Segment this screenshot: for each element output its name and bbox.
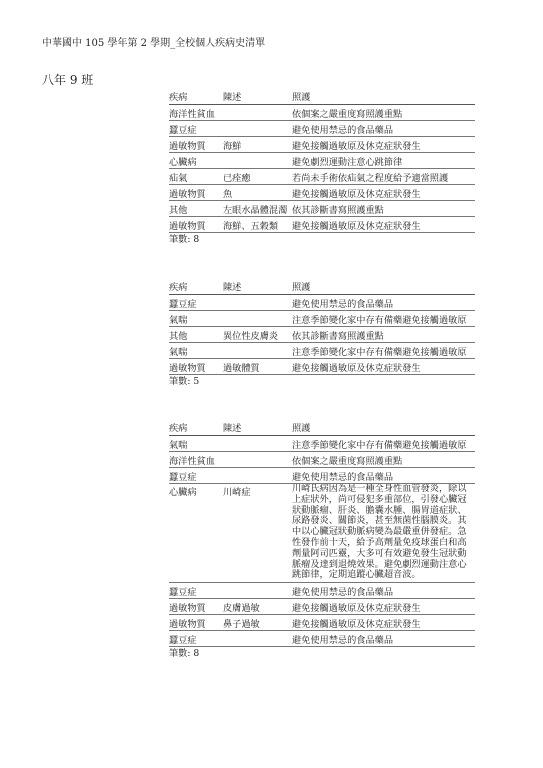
statement-cell: 海鮮、五穀類 xyxy=(223,217,292,233)
table-header-row xyxy=(169,419,475,436)
illness-cell: 過敏物質 xyxy=(169,137,223,153)
care-cell: 依個案之嚴重度寫照護重點 xyxy=(292,105,475,121)
header-statement: 陳述 xyxy=(223,278,292,295)
statement-cell xyxy=(223,436,292,452)
illness-cell: 蠶豆症 xyxy=(169,121,223,137)
table-row xyxy=(169,105,475,121)
care-cell: 避免接觸過敏原及休克症狀發生 xyxy=(292,599,475,615)
illness-table xyxy=(169,88,475,233)
illness-cell: 過敏物質 xyxy=(169,185,223,201)
header-statement: 陳述 xyxy=(223,419,292,436)
illness-cell: 心臟病 xyxy=(169,153,223,169)
care-cell: 依個案之嚴重度寫照護重點 xyxy=(292,452,475,468)
table-row xyxy=(169,201,475,217)
statement-cell: 過敏體質 xyxy=(223,359,292,375)
table-row xyxy=(169,295,475,311)
care-cell: 避免使用禁忌的食品藥品 xyxy=(292,631,475,647)
header-care: 照護 xyxy=(292,278,475,295)
care-cell: 避免使用禁忌的食品藥品 xyxy=(292,295,475,311)
statement-cell xyxy=(223,295,292,311)
table-row xyxy=(169,153,475,169)
illness-cell: 過敏物質 xyxy=(169,615,223,631)
illness-cell: 其他 xyxy=(169,201,223,217)
table-row xyxy=(169,343,475,359)
record-group-1 xyxy=(169,88,475,247)
table-row xyxy=(169,185,475,201)
care-cell: 依其診斷書寫照護重點 xyxy=(292,201,475,217)
illness-cell: 過敏物質 xyxy=(169,359,223,375)
care-cell: 避免接觸過敏原及休克症狀發生 xyxy=(292,359,475,375)
statement-cell xyxy=(223,311,292,327)
statement-cell: 左眼水晶體混濁 xyxy=(223,201,292,217)
care-cell: 若尚未手術依疝氣之程度給予適當照護 xyxy=(292,169,475,185)
care-cell: 依其診斷書寫照護重點 xyxy=(292,327,475,343)
illness-cell: 氣喘 xyxy=(169,343,223,359)
statement-cell xyxy=(223,631,292,647)
table-row xyxy=(169,452,475,468)
record-count: 筆數: 8 xyxy=(169,648,200,660)
header-illness: 疾病 xyxy=(169,88,223,105)
illness-cell: 蠶豆症 xyxy=(169,583,223,599)
illness-cell: 其他 xyxy=(169,327,223,343)
statement-cell xyxy=(223,583,292,599)
illness-cell: 海洋性貧血 xyxy=(169,105,223,121)
statement-cell xyxy=(223,105,292,121)
statement-cell xyxy=(223,468,292,484)
illness-cell: 過敏物質 xyxy=(169,217,223,233)
illness-cell: 氣喘 xyxy=(169,311,223,327)
table-row xyxy=(169,137,475,153)
table-row xyxy=(169,359,475,375)
care-cell: 注意季節變化家中存有備藥避免接觸過敏原 xyxy=(292,436,475,452)
statement-cell: 已痊癒 xyxy=(223,169,292,185)
statement-cell xyxy=(223,343,292,359)
illness-cell: 疝氣 xyxy=(169,169,223,185)
statement-cell: 皮膚過敏 xyxy=(223,599,292,615)
record-group-2 xyxy=(169,278,475,389)
header-illness: 疾病 xyxy=(169,278,223,295)
table-row xyxy=(169,468,475,484)
illness-cell: 蠶豆症 xyxy=(169,295,223,311)
care-cell: 注意季節變化家中存有備藥避免接觸過敏原 xyxy=(292,343,475,359)
table-row xyxy=(169,599,475,615)
care-cell: 避免使用禁忌的食品藥品 xyxy=(292,583,475,599)
record-count: 筆數: 8 xyxy=(169,234,200,245)
statement-cell xyxy=(223,452,292,468)
illness-cell: 蠶豆症 xyxy=(169,631,223,647)
care-cell: 避免接觸過敏原及休克症狀發生 xyxy=(292,137,475,153)
header-care: 照護 xyxy=(292,88,475,105)
table-row xyxy=(169,484,475,583)
illness-table xyxy=(169,278,475,375)
care-cell: 避免接觸過敏原及休克症狀發生 xyxy=(292,615,475,631)
record-count: 筆數: 5 xyxy=(169,376,200,387)
care-cell: 避免接觸過敏原及休克症狀發生 xyxy=(292,185,475,201)
care-cell: 避免劇烈運動注意心跳節律 xyxy=(292,153,475,169)
care-cell: 避免使用禁忌的食品藥品 xyxy=(292,121,475,137)
statement-cell: 海鮮 xyxy=(223,137,292,153)
table-header-row xyxy=(169,278,475,295)
statement-cell: 魚 xyxy=(223,185,292,201)
care-cell: 避免接觸過敏原及休克症狀發生 xyxy=(292,217,475,233)
table-row xyxy=(169,217,475,233)
table-row xyxy=(169,121,475,137)
illness-cell: 海洋性貧血 xyxy=(169,452,223,468)
header-statement: 陳述 xyxy=(223,88,292,105)
document-title: 中華國中 105 學年第 2 學期_全校個人疾病史清單 xyxy=(42,38,266,49)
table-row xyxy=(169,169,475,185)
header-care: 照護 xyxy=(292,419,475,436)
class-title: 八年 9 班 xyxy=(42,73,94,87)
statement-cell xyxy=(223,153,292,169)
table-row xyxy=(169,583,475,599)
table-row xyxy=(169,327,475,343)
table-row xyxy=(169,436,475,452)
illness-cell: 心臟病 xyxy=(169,484,223,583)
illness-cell: 蠶豆症 xyxy=(169,468,223,484)
illness-cell: 氣喘 xyxy=(169,436,223,452)
care-cell: 避免使用禁忌的食品藥品 xyxy=(292,468,475,484)
header-illness: 疾病 xyxy=(169,419,223,436)
statement-cell: 鼻子過敏 xyxy=(223,615,292,631)
illness-table xyxy=(169,419,475,647)
statement-cell: 川崎症 xyxy=(223,484,292,583)
record-group-3 xyxy=(169,419,475,661)
illness-cell: 過敏物質 xyxy=(169,599,223,615)
care-cell: 川崎氏病因為是一種全身性血管發炎，除以上症狀外，尚可侵犯多重部位，引發心臟冠狀動脈瘤、肝炎、膽囊水腫、腸胃道症狀、尿路發炎、關節炎，甚至無菌性腦膜炎。其中以心臟冠狀動脈病變為最嚴重併發症。急性發作前十天，給予高劑量免疫球蛋白和高劑量阿司匹靈，大多可有效避免發生冠狀動脈瘤及達到退燒效果。避免劇烈運動注意心跳節律，定期追蹤心臟超音波。 xyxy=(292,484,475,583)
table-row xyxy=(169,631,475,647)
table-header-row xyxy=(169,88,475,105)
care-cell: 注意季節變化家中存有備藥避免接觸過敏原 xyxy=(292,311,475,327)
statement-cell: 異位性皮膚炎 xyxy=(223,327,292,343)
table-row xyxy=(169,615,475,631)
table-row xyxy=(169,311,475,327)
statement-cell xyxy=(223,121,292,137)
